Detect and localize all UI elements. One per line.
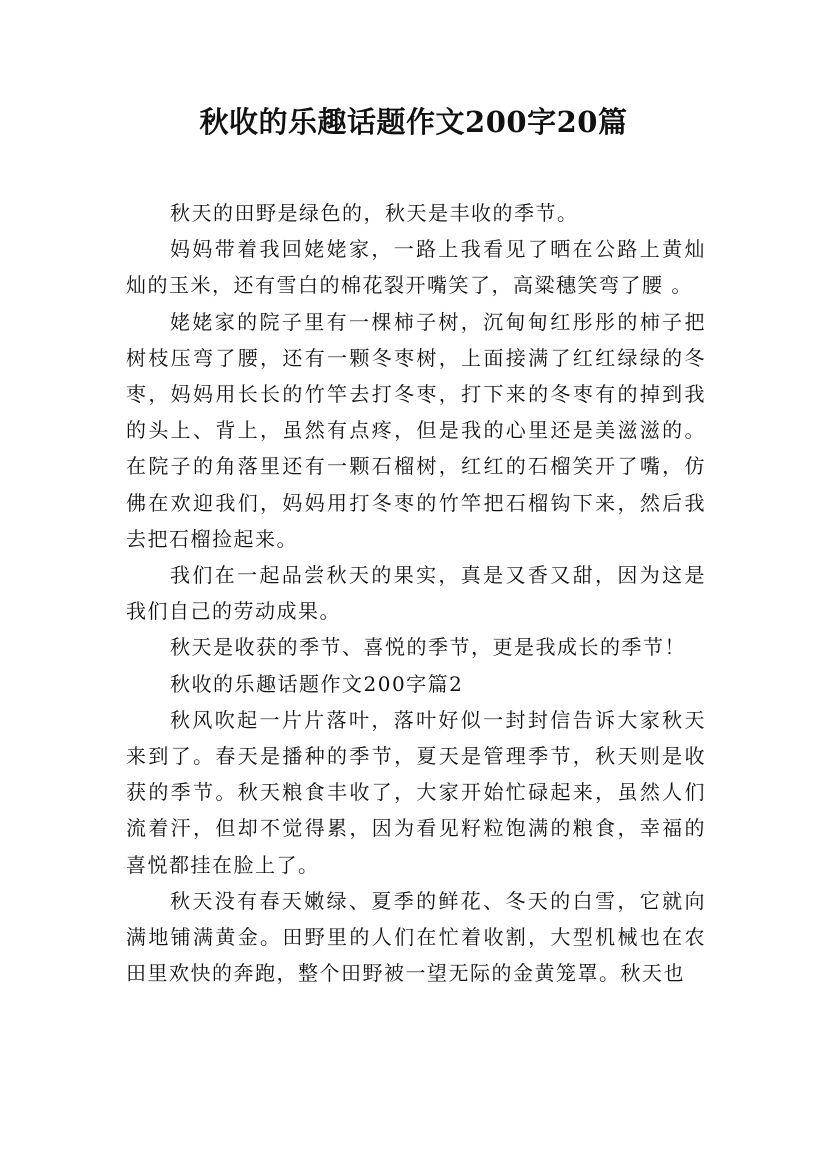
document-body xyxy=(126,195,706,991)
document-title: 秋收的乐趣话题作文200字20篇 xyxy=(199,105,628,139)
paragraph: 秋天没有春天嫩绿、夏季的鲜花、冬天的白雪，它就向满地铺满黄金。田野里的人们在忙着收割，大型机械也在农田里欢快的奔跑，整个田野被一望无际的金黄笼罩。秋天也 xyxy=(126,888,706,986)
paragraph: 秋天是收获的季节、喜悦的季节，更是我成长的季节！ xyxy=(170,635,686,660)
paragraph: 秋风吹起一片片落叶，落叶好似一封封信告诉大家秋天来到了。春天是播种的季节，夏天是管理季节，秋天则是收获的季节。秋天粮食丰收了，大家开始忙碌起来，虽然人们流着汗，但却不觉得累，因为看见籽粒饱满的粮食，幸福的喜悦都挂在脸上了。 xyxy=(126,707,706,877)
section-heading: 秋收的乐趣话题作文200字篇2 xyxy=(170,671,464,696)
paragraph: 我们在一起品尝秋天的果实，真是又香又甜，因为这是我们自己的劳动成果。 xyxy=(126,563,706,624)
paragraph: 姥姥家的院子里有一棵柿子树，沉甸甸红彤彤的柿子把树枝压弯了腰，还有一颗冬枣树，上面接满了红红绿绿的冬枣，妈妈用长长的竹竿去打冬枣，打下来的冬枣有的掉到我的头上、背上，虽然有点疼，但是我的心里还是美滋滋的。在院子的角落里还有一颗石榴树，红红的石榴笑开了嘴，仿佛在欢迎我们，妈妈用打冬枣的竹竿把石榴钩下来，然后我去把石榴捡起来。 xyxy=(126,309,706,551)
paragraph: 妈妈带着我回姥姥家，一路上我看见了晒在公路上黄灿灿的玉米，还有雪白的棉花裂开嘴笑了，高粱穗笑弯了腰 。 xyxy=(126,237,706,298)
paragraph: 秋天的田野是绿色的，秋天是丰收的季节。 xyxy=(170,201,579,225)
